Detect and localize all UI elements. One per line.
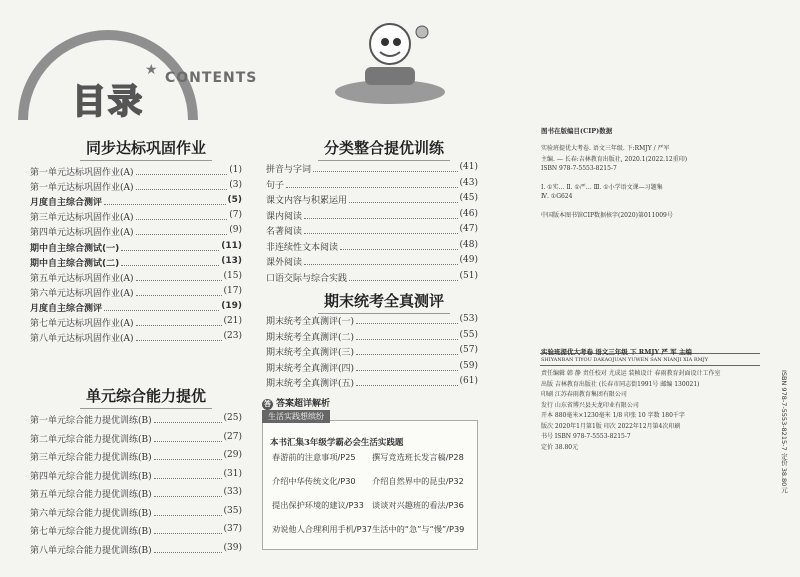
toc-item — [30, 286, 242, 299]
toc-leader-dots — [136, 331, 222, 341]
toc-item — [266, 361, 478, 374]
barcode-text: ISBN 978-7-5553-8215-7 定价 38.80元 — [780, 370, 788, 493]
toc-leader-dots — [349, 193, 458, 203]
imprint-line: 书号 ISBN 978-7-5553-8215-7 — [541, 433, 631, 440]
life-practice-title: 生活实践想缤纷 — [262, 410, 330, 423]
life-practice-item: 春游前的注意事项/P25 — [272, 452, 356, 462]
toc-item-label: 期中自主综合测试(一) — [30, 243, 120, 254]
toc-leader-dots — [154, 487, 222, 497]
toc-leader-dots — [356, 330, 457, 340]
life-practice-subtitle: 本书汇集3年级学霸必会生活实践题 — [270, 438, 404, 448]
toc-item-label: 期末统考全真测评(二) — [266, 332, 355, 343]
toc-item-page: (23) — [223, 331, 242, 342]
toc-item-label: 第四单元达标巩固作业(A) — [30, 228, 134, 239]
toc-item-label: 第一单元综合能力提优训练(B) — [30, 416, 152, 426]
toc-item-page: (51) — [459, 270, 478, 281]
page-title: 目录 — [72, 82, 144, 122]
toc-item — [30, 506, 242, 519]
toc-item-label: 第七单元达标巩固作业(A) — [30, 319, 134, 329]
toc-item-page: (29) — [223, 450, 242, 460]
toc-item — [30, 241, 242, 254]
toc-item-label: 月度自主综合测评 — [30, 198, 103, 209]
toc-leader-dots — [136, 271, 222, 281]
cip-line: ISBN 978-7-5553-8215-7 — [541, 165, 617, 172]
toc-leader-dots — [356, 345, 457, 355]
toc-item-label: 第五单元达标巩固作业(A) — [30, 273, 134, 284]
toc-item-page: (19) — [221, 300, 242, 311]
toc-item-page: (35) — [223, 505, 242, 516]
toc-item — [30, 331, 242, 344]
toc-item — [30, 487, 242, 500]
toc-item-page: (9) — [229, 225, 242, 236]
toc-item — [266, 224, 478, 237]
toc-item-page: (39) — [223, 542, 242, 553]
toc-item — [30, 271, 242, 284]
cip-line: 主编. — 长春:吉林教育出版社, 2020.1(2022.12重印) — [541, 156, 688, 163]
toc-leader-dots — [304, 224, 458, 234]
star-icon: ★ — [145, 62, 158, 78]
toc-item — [30, 165, 242, 178]
toc-item-page: (37) — [223, 524, 242, 534]
toc-item — [30, 432, 242, 445]
toc-item-label: 非连续性文本阅读 — [266, 242, 339, 253]
toc-item-label: 期末统考全真测评(三) — [266, 348, 355, 358]
imprint-line: 印刷 江苏春雨教育集团有限公司 — [541, 391, 627, 398]
toc-item-label: 第八单元综合能力提优训练(B) — [30, 545, 152, 556]
imprint-line: 出版 吉林教育出版社 (长春市同志街1991号 邮编 130021) — [541, 380, 700, 388]
toc-leader-dots — [304, 209, 458, 219]
toc-item — [30, 524, 242, 537]
toc-leader-dots — [356, 314, 457, 324]
toc-item-page: (48) — [459, 239, 478, 250]
toc-item-page: (61) — [459, 376, 478, 386]
section-title-final: 期末统考全真测评 — [318, 290, 450, 314]
toc-item-label: 第二单元综合能力提优训练(B) — [30, 434, 152, 445]
cip-title: 图书在版编目(CIP)数据 — [541, 127, 613, 135]
life-practice-item: 介绍自然界中的昆虫/P32 — [372, 476, 464, 486]
toc-item — [30, 256, 242, 269]
toc-leader-dots — [286, 178, 458, 188]
toc-item — [30, 301, 242, 314]
toc-item-label: 期中自主综合测试(二) — [30, 258, 120, 269]
toc-leader-dots — [154, 432, 222, 442]
answer-icon: 答 — [264, 400, 271, 408]
imprint-pinyin: SHIYANBAN TIYOU DAKAOJUAN YUWEN SAN NIANJI XIA RMJY — [541, 357, 709, 363]
toc-item-label: 第七单元综合能力提优训练(B) — [30, 527, 152, 537]
toc-item-page: (15) — [223, 270, 242, 281]
toc-item-label: 第六单元综合能力提优训练(B) — [30, 508, 152, 519]
toc-leader-dots — [154, 469, 222, 479]
toc-leader-dots — [154, 413, 222, 423]
toc-item — [30, 469, 242, 482]
toc-item-page: (53) — [459, 314, 478, 324]
toc-leader-dots — [136, 286, 222, 296]
toc-item — [266, 314, 478, 327]
toc-item-label: 期末统考全真测评(四) — [266, 363, 355, 374]
section-title-sync: 同步达标巩固作业 — [80, 137, 212, 161]
toc-item-label: 月度自主综合测评 — [30, 303, 103, 314]
toc-item-page: (27) — [223, 431, 242, 442]
toc-item-label: 课内阅读 — [266, 211, 303, 222]
toc-leader-dots — [136, 210, 228, 220]
toc-item — [30, 316, 242, 329]
toc-item-page: (41) — [459, 162, 478, 172]
toc-item-label: 第三单元综合能力提优训练(B) — [30, 453, 152, 463]
toc-leader-dots — [349, 271, 458, 281]
toc-leader-dots — [104, 195, 225, 205]
life-practice-item: 劝说他人合理利用手机/P37 — [272, 524, 372, 534]
toc-item-label: 第四单元综合能力提优训练(B) — [30, 471, 152, 482]
toc-item-page: (3) — [229, 180, 242, 191]
toc-leader-dots — [121, 256, 219, 266]
toc-item — [266, 376, 478, 389]
toc-item-label: 口语交际与综合实践 — [266, 273, 348, 284]
answer-section-label — [262, 396, 330, 410]
toc-leader-dots — [136, 225, 228, 235]
toc-leader-dots — [104, 301, 219, 311]
toc-leader-dots — [304, 255, 458, 265]
toc-item-page: (13) — [221, 255, 242, 266]
toc-item-page: (55) — [459, 329, 478, 340]
cip-line: 中国版本图书馆CIP数据核字(2020)第011009号 — [541, 212, 673, 219]
life-practice-item: 提出保护环境的建议/P33 — [272, 500, 364, 510]
toc-item-page: (59) — [459, 360, 478, 371]
toc-item-page: (25) — [223, 413, 242, 423]
toc-item-page: (45) — [459, 193, 478, 203]
imprint-line: 版次 2020年1月第1版 印次 2022年12月第4次印刷 — [541, 422, 681, 430]
toc-item — [266, 240, 478, 253]
toc-leader-dots — [356, 376, 457, 386]
imprint-divider — [540, 365, 760, 366]
toc-item-page: (33) — [223, 487, 242, 497]
toc-leader-dots — [313, 162, 458, 172]
toc-leader-dots — [136, 165, 228, 175]
toc-item-label: 第一单元达标巩固作业(A) — [30, 183, 134, 194]
toc-leader-dots — [154, 524, 222, 534]
imprint-line: 定价 38.80元 — [541, 443, 579, 451]
toc-item-label: 第一单元达标巩固作业(A) — [30, 168, 134, 178]
toc-leader-dots — [356, 361, 457, 371]
toc-item-label: 拼音与字词 — [266, 165, 312, 175]
toc-item — [30, 180, 242, 193]
toc-leader-dots — [154, 450, 222, 460]
life-practice-item: 撰写竞选班长发言稿/P28 — [372, 452, 464, 462]
toc-item-page: (47) — [459, 224, 478, 234]
imprint-line: 发行 山东省博兴县天龙印业有限公司 — [541, 401, 639, 409]
toc-item-page: (57) — [459, 345, 478, 355]
toc-item-label: 期末统考全真测评(一) — [266, 317, 355, 327]
section-title-ability: 单元综合能力提优 — [80, 385, 212, 409]
toc-item — [266, 271, 478, 284]
toc-item — [30, 225, 242, 238]
toc-item — [30, 450, 242, 463]
imprint-line: 开本 880毫米×1230毫米 1/8 印张 10 字数 180千字 — [541, 412, 685, 419]
toc-item-page: (31) — [223, 468, 242, 479]
section-title-classify: 分类整合提优训练 — [318, 137, 450, 161]
toc-item-page: (49) — [459, 255, 478, 265]
life-practice-item: 谈谈对兴趣班的看法/P36 — [372, 500, 464, 510]
toc-item-label: 第六单元达标巩固作业(A) — [30, 288, 134, 299]
toc-item — [30, 210, 242, 223]
toc-item — [266, 193, 478, 206]
toc-item-page: (43) — [459, 177, 478, 188]
toc-item — [266, 209, 478, 222]
toc-item-label: 课文内容与积累运用 — [266, 196, 348, 206]
toc-item-label: 第三单元达标巩固作业(A) — [30, 213, 134, 224]
toc-leader-dots — [340, 240, 458, 250]
toc-item-page: (21) — [223, 316, 242, 326]
cartoon-illustration-icon — [330, 12, 450, 107]
cip-line: Ⅳ. ①G624 — [541, 193, 573, 200]
toc-item-page: (5) — [227, 195, 242, 206]
toc-item-page: (46) — [459, 208, 478, 219]
toc-item — [266, 330, 478, 343]
toc-item — [30, 195, 242, 208]
cip-line: Ⅰ. ①实… Ⅱ. ①严… Ⅲ. ①小学语文课—习题集 — [541, 184, 663, 191]
imprint-book-title: 实验班提优大考卷 语文三年级 下 RMJY 严 军 主编 — [541, 348, 692, 356]
toc-leader-dots — [154, 506, 222, 516]
toc-item — [30, 543, 242, 556]
toc-item-page: (17) — [223, 285, 242, 296]
toc-item — [30, 413, 242, 426]
toc-item-page: (1) — [229, 165, 242, 175]
toc-item-label: 期末统考全真测评(五) — [266, 379, 355, 389]
toc-item-label: 课外阅读 — [266, 258, 303, 268]
toc-item-label: 句子 — [266, 180, 285, 191]
toc-item — [266, 345, 478, 358]
page-subtitle: CONTENTS — [165, 70, 258, 86]
toc-leader-dots — [136, 180, 228, 190]
toc-item-label: 名著阅读 — [266, 227, 303, 237]
toc-item-label: 第八单元达标巩固作业(A) — [30, 334, 134, 345]
toc-leader-dots — [136, 316, 222, 326]
toc-item-page: (7) — [229, 210, 242, 221]
toc-item — [266, 178, 478, 191]
toc-item — [266, 162, 478, 175]
answer-label: 答案超详解析 — [276, 399, 331, 409]
imprint-line: 责任编辑 韩 静 责任校对 尤成运 装帧设计 春雨教育封面设计工作室 — [541, 370, 721, 377]
cip-line: 实验班提优大考卷. 语文三年级. 下:RMJY / 严军 — [541, 145, 670, 152]
life-practice-item: 生活中的“急”与“慢”/P39 — [372, 524, 465, 534]
toc-item-label: 第五单元综合能力提优训练(B) — [30, 490, 152, 500]
toc-leader-dots — [154, 543, 222, 553]
toc-leader-dots — [121, 241, 219, 251]
toc-item-page: (11) — [221, 240, 242, 251]
toc-item — [266, 255, 478, 268]
life-practice-item: 介绍中华传统文化/P30 — [272, 476, 356, 486]
